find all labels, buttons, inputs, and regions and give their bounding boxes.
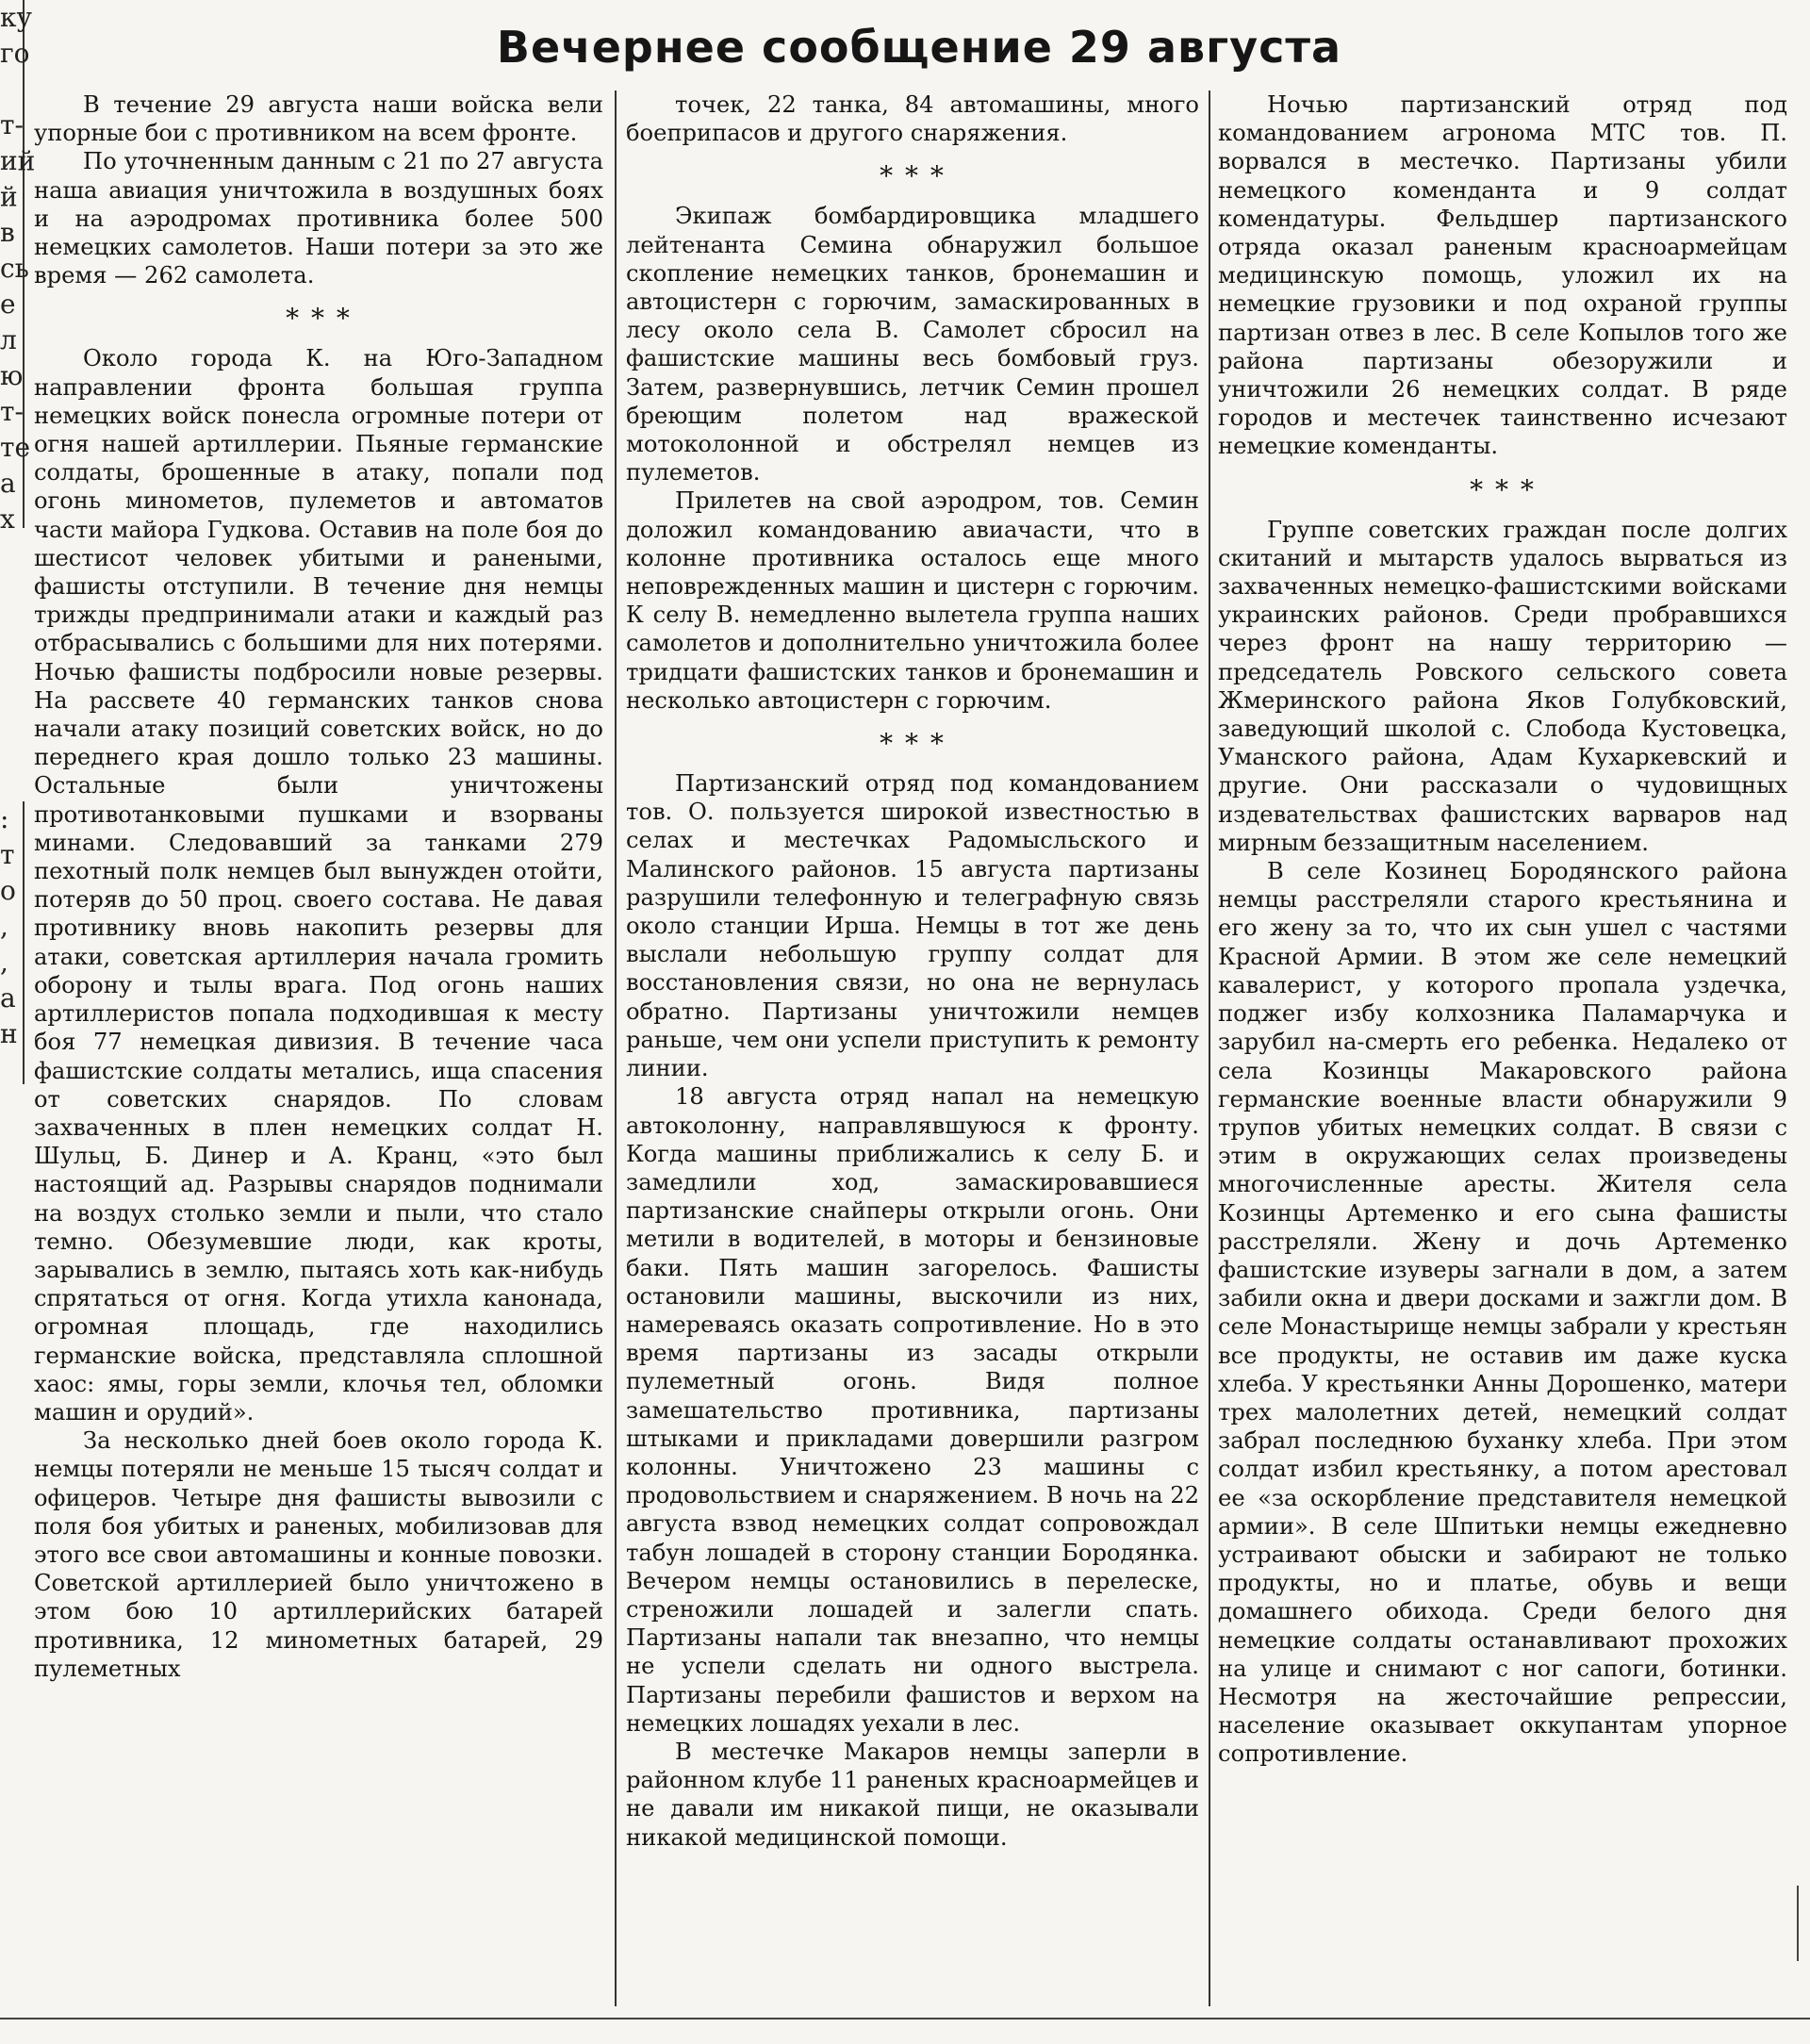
paragraph: Экипаж бомбардировщика младшего лейтенанта Семина обнаружил большое скопление немецких танков, бронемашин и автоцистерн с горючим, замаскированных в лесу около села В. Самолет сбросил на фашистские машины весь бомбовый груз. Затем, развернувшись, летчик Семин прошел бреющим полетом над вражеской мотоколонной и обстрелял немцев из пулеметов. bbox=[626, 203, 1199, 486]
adjacent-column-fragment-lower: : т о , , а н bbox=[0, 801, 25, 1084]
paragraph: Прилетев на свой аэродром, тов. Семин доложил командованию авиачасти, что в колонне противника осталось еще много неповрежденных машин и цистерн с горючим. К селу В. немедленно вылетела группа наших самолетов и дополнительно уничтожила более тридцати фашистских танков и бронемашин и несколько автоцистерн с горючим. bbox=[626, 487, 1199, 714]
column-divider bbox=[1209, 91, 1210, 2006]
adjacent-page-edge bbox=[1797, 1886, 1810, 1961]
text-column-2 bbox=[626, 91, 1199, 2004]
text-column-3 bbox=[1218, 91, 1787, 2004]
article-headline: Вечернее сообщение 29 августа bbox=[496, 22, 1342, 73]
page-bottom-rule bbox=[0, 2018, 1810, 2019]
paragraph: Партизанский отряд под командованием тов. О. пользуется широкой известностью в селах и местечках Радомысльского и Малинского районов. 15 августа партизаны разрушили телефонную и телеграфную связь около станции Ирша. Немцы в тот же день выслали небольшую группу солдат для восстановления связи, но она не вернулась обратно. Партизаны уничтожили немцев раньше, чем они успели приступить к ремонту линии. bbox=[626, 770, 1199, 1082]
section-separator: * * * bbox=[1470, 473, 1536, 505]
paragraph: Группе советских граждан после долгих скитаний и мытарств удалось вырваться из захваченных немецко-фашистскими войсками украинских районов. Среди пробравшихся через фронт на нашу территорию — председатель Ровского сельского совета Жмеринского района Яков Голубковский, заведующий школой с. Слобода Кустовецка, Уманского района, Адам Кухаркевский и другие. Они рассказали о чудовищных издевательствах фашистских варваров над мирным беззащитным населением. bbox=[1218, 516, 1787, 856]
paragraph: В течение 29 августа наши войска вели упорные бои с противником на всем фронте. bbox=[34, 91, 603, 147]
paragraph: За несколько дней боев около города К. немцы потеряли не меньше 15 тысяч солдат и офицеров. Четыре дня фашисты вывозили с поля боя убитых и раненых, мобилизовав для этого все свои автомашины и конные повозки. Советской артиллерией было уничтожено в этом бою 10 артиллерийских батарей противника, 12 минометных батарей, 29 пулеметных bbox=[34, 1427, 603, 1682]
text-column-1 bbox=[34, 91, 603, 2004]
paragraph: По уточненным данным с 21 по 27 августа наша авиация уничтожила в воздушных боях и на аэродромах противника более 500 немецких самолетов. Наши потери за это же время — 262 самолета. bbox=[34, 148, 603, 289]
paragraph: Около города К. на Юго-Западном направлении фронта большая группа немецких войск понесла огромные потери от огня нашей артиллерии. Пьяные германские солдаты, брошенные в атаку, попали под огонь минометов, пулеметов и автоматов части майора Гудкова. Оставив на поле боя до шестисот человек убитыми и ранеными, фашисты отступили. В течение дня немцы трижды предпринимали атаки и каждый раз отбрасывались с большими для них потерями. Ночью фашисты подбросили новые резервы. На рассвете 40 германских танков снова начали атаку позиций советских войск, но до переднего края дошло только 23 машины. Остальные были уничтожены противотанковыми пушками и взорваны минами. Следовавший за танками 279 пехотный полк немцев был вынужден отойти, потеряв до 50 проц. своего состава. Не давая противнику вновь накопить резервы для атаки, советская артиллерия начала громить оборону и тылы врага. Под огонь наших артиллеристов попала подходившая к месту боя 77 немецкая дивизия. В течение часа фашистские солдаты метались, ища спасения от советских снарядов. По словам захваченных в плен немецких солдат Н. Шульц, Б. Динер и А. Кранц, «это был настоящий ад. Разрывы снарядов поднимали на воздух столько земли и пыли, что стало темно. Обезумевшие люди, как кроты, зарывались в землю, пытаясь хоть как-нибудь спрятаться от огня. Когда утихла канонада, огромная площадь, где находились германские войска, представляла сплошной хаос: ямы, горы земли, клочья тел, обломки машин и орудий». bbox=[34, 345, 603, 1426]
section-separator: * * * bbox=[880, 160, 946, 192]
section-separator: * * * bbox=[286, 303, 352, 335]
section-separator: * * * bbox=[880, 728, 946, 760]
paragraph: В местечке Макаров немцы заперли в районном клубе 11 раненых красноармейцев и не давали им никакой пищи, не оказывали никакой медицинской помощи. bbox=[626, 1738, 1199, 1851]
paragraph: Ночью партизанский отряд под командованием агронома МТС тов. П. ворвался в местечко. Партизаны убили немецкого коменданта и 9 солдат комендатуры. Фельдшер партизанского отряда оказал раненым красноармейцам медицинскую помощь, уложил их на немецкие грузовики и под охраной группы партизан отвез в лес. В селе Копылов того же района партизаны обезоружили и уничтожили 26 немецких солдат. В ряде городов и местечек таинственно исчезают немецкие коменданты. bbox=[1218, 91, 1787, 460]
column-divider bbox=[615, 91, 617, 2006]
paragraph: В селе Козинец Бородянского района немцы расстреляли старого крестьянина и его жену за то, что их сын ушел с частями Красной Армии. В этом же селе немецкий кавалерист, у которого пропала уздечка, поджег избу колхозника Паламарчука и зарубил на-смерть его ребенка. Недалеко от села Козинцы Макаровского района германские военные власти обнаружили 9 трупов убитых немецких солдат. В связи с этим в окружающих селах произведены многочисленные аресты. Жителя села Козинцы Артеменко и его сына фашисты расстреляли. Жену и дочь Артеменко фашистские изуверы загнали в дом, а затем забили окна и двери досками и зажгли дом. В селе Монастырище немцы забрали у крестьян все продукты, не оставив им даже куска хлеба. У крестьянки Анны Дорошенко, матери трех малолетних детей, немецкий солдат забрал последнюю буханку хлеба. При этом солдат избил крестьянку, а потом арестовал ее «за оскорбление представителя немецкой армии». В селе Шпитьки немцы ежедневно устраивают обыски и забирают не только продукты, но и платье, обувь и вещи домашнего обихода. Среди белого дня немецкие солдаты останавливают прохожих на улице и снимают с ног сапоги, ботинки. Несмотря на жесточайшие репрессии, население оказывает оккупантам упорное сопротивление. bbox=[1218, 858, 1787, 1768]
adjacent-column-fragment: ку го т- ий й в сь е л ю т- те а х bbox=[0, 2, 36, 535]
paragraph: точек, 22 танка, 84 автомашины, много боеприпасов и другого снаряжения. bbox=[626, 91, 1199, 147]
paragraph: 18 августа отряд напал на немецкую автоколонну, направлявшуюся к фронту. Когда машины приближались к селу Б. и замедлили ход, замаскировавшиеся партизанские снайперы открыли огонь. Они метили в водителей, в моторы и бензиновые баки. Пять машин загорелось. Фашисты остановили машины, выскочили из них, намереваясь оказать сопротивление. Но в это время партизаны из засады открыли пулеметный огонь. Видя полное замешательство противника, партизаны штыками и прикладами довершили разгром колонны. Уничтожено 23 машины с продовольствием и снаряжением. В ночь на 22 августа взвод немецких солдат сопровождал табун лошадей в сторону станции Бородянка. Вечером немцы остановились в перелеске, стреножили лошадей и залегли спать. Партизаны напали так внезапно, что немцы не успели сделать ни одного выстрела. Партизаны перебили фашистов и верхом на немецких лошадях уехали в лес. bbox=[626, 1083, 1199, 1737]
